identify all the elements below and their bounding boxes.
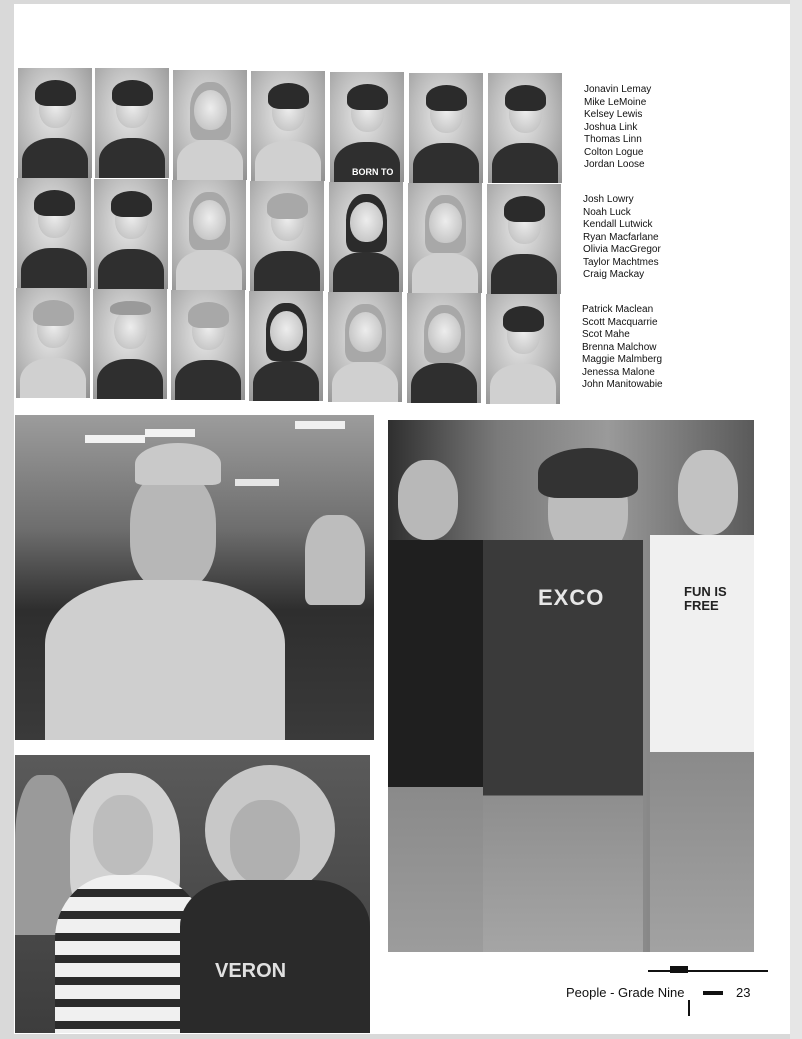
student-name: Olivia MacGregor xyxy=(583,244,661,255)
portrait-jordan-loose xyxy=(488,73,562,183)
candid-photo-boy-cap xyxy=(15,415,374,740)
portrait-colton-logue xyxy=(409,73,483,183)
portrait-ryan-macfarlane xyxy=(250,181,324,291)
student-name: Patrick Maclean xyxy=(582,304,654,315)
portrait-josh-lowry xyxy=(17,178,91,288)
student-name: Colton Logue xyxy=(584,146,644,158)
student-name: Scot Mahe xyxy=(582,329,630,340)
student-name: Craig Mackay xyxy=(583,269,645,280)
name-list-row-1 xyxy=(584,84,651,172)
student-name: Jenessa Malone xyxy=(582,366,655,378)
footer-deco-mark xyxy=(703,991,723,995)
portrait-jenessa-malone xyxy=(407,293,481,403)
student-name: Ryan Macfarlane xyxy=(583,231,659,243)
name-list-row-2 xyxy=(583,194,661,282)
footer-deco-tick xyxy=(688,1000,690,1016)
section-title: People - Grade Nine xyxy=(566,985,685,1000)
portrait-john-manitowabie xyxy=(486,294,560,404)
student-name: Mike LeMoine xyxy=(584,96,647,108)
page-edge xyxy=(790,0,802,1039)
student-name: Maggie Malmberg xyxy=(582,354,663,365)
portrait-kelsey-lewis xyxy=(173,70,247,180)
portrait-kendall-lutwick xyxy=(172,180,246,290)
student-name: John Manitowabie xyxy=(582,379,663,390)
portrait-mike-lemoine xyxy=(95,68,169,178)
candid-photo-three-girls xyxy=(388,420,754,952)
portrait-taylor-machtmes xyxy=(408,183,482,293)
student-name: Noah Luck xyxy=(583,206,631,218)
footer-deco-block xyxy=(670,966,688,973)
page-number: 23 xyxy=(736,985,751,1000)
student-name: Joshua Link xyxy=(584,121,638,133)
riverton-shirt-text: VERON xyxy=(215,960,287,982)
portrait-brenna-malchow xyxy=(249,291,323,401)
portrait-maggie-malmberg xyxy=(328,292,402,402)
student-name: Jordan Loose xyxy=(584,159,645,170)
portrait-craig-mackay xyxy=(487,184,561,294)
student-name: Kelsey Lewis xyxy=(584,109,643,120)
exco-shirt-text: EXCO xyxy=(538,585,605,610)
student-name: Scott Macquarrie xyxy=(582,316,658,328)
portrait-joshua-link xyxy=(251,71,325,181)
portrait-patrick-maclean xyxy=(16,288,90,398)
student-name: Thomas Linn xyxy=(584,134,642,145)
born-to-shirt-text: BORN TO xyxy=(352,167,394,177)
student-name: Kendall Lutwick xyxy=(583,219,653,230)
student-name: Josh Lowry xyxy=(583,194,634,205)
portrait-noah-luck xyxy=(94,179,168,289)
name-list-row-3 xyxy=(582,304,663,392)
student-name: Jonavin Lemay xyxy=(584,84,652,95)
candid-photo-two-girls xyxy=(15,755,370,1033)
footer-deco-line xyxy=(648,970,768,972)
student-name: Brenna Malchow xyxy=(582,341,657,353)
portrait-olivia-macgregor xyxy=(329,182,403,292)
portrait-scot-mahe xyxy=(171,290,245,400)
portrait-scott-macquarrie xyxy=(93,289,167,399)
portrait-thomas-linn xyxy=(330,72,404,182)
student-name: Taylor Machtmes xyxy=(583,256,659,268)
fun-is-free-shirt-text: FUN IS FREE xyxy=(684,584,727,613)
portrait-jonavin-lemay xyxy=(18,68,92,178)
